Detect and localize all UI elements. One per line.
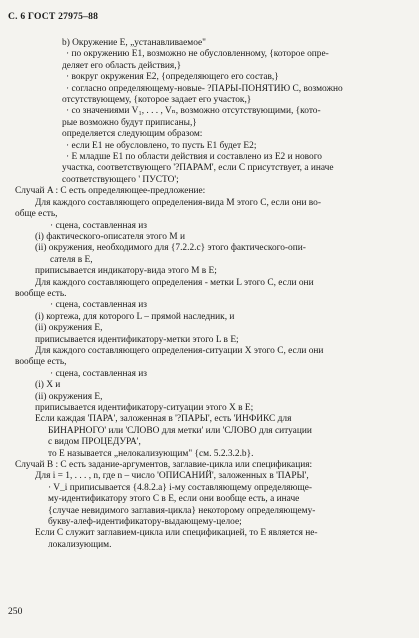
text-line: · вокруг окружения E2, {определяющего его состав,} bbox=[66, 72, 279, 83]
document-body bbox=[15, 38, 407, 551]
text-line: локализующим. bbox=[48, 539, 112, 550]
text-line: · со значениями V₁, . . . , Vₙ, возможно отсутствующими, {кото- bbox=[66, 106, 321, 117]
text-line: (ii) окружения E, bbox=[35, 391, 103, 402]
text-line: отсутствующему, {которое задает его участок,} bbox=[62, 95, 252, 106]
text-line: вообще есть, bbox=[15, 357, 67, 368]
text-line: БИНАРНОГО' или 'СЛОВО для метки' или 'СЛОВО для ситуации bbox=[48, 425, 312, 436]
text-line: участка, соответствующего '?ПАРАМ', если C присутствует, а иначе bbox=[62, 163, 334, 174]
text-line: · сцена, составленная из bbox=[50, 300, 148, 311]
text-line: b) Окружение E, „устанавливаемое" bbox=[62, 38, 206, 48]
text-line: определяется следующим образом: bbox=[62, 129, 203, 140]
text-line: (ii) окружения, необходимого для {7.2.2.c} этого фактического-опи- bbox=[35, 243, 306, 254]
text-line: Если каждая 'ПАРА', заложенная в '?ПАРЫ', есть 'ИНФИКС для bbox=[35, 414, 292, 425]
text-line: · по окружению E1, возможно не обусловленному, {которое опре- bbox=[66, 49, 329, 60]
text-line: приписывается идентификатору-метки этого L в E; bbox=[35, 334, 239, 345]
text-line: · E младше E1 по области действия и составлено из E2 и нового bbox=[66, 152, 322, 163]
text-line: Для каждого составляющего определения-вида M этого C, если они во- bbox=[35, 197, 321, 208]
text-line: Для каждого составляющего определения - метки L этого C, если они bbox=[35, 277, 314, 288]
text-line: обще есть, bbox=[15, 209, 58, 220]
text-line: · сцена, составленная из bbox=[50, 368, 148, 379]
text-line: (ii) окружения E, bbox=[35, 323, 103, 334]
text-line: (i) кортежа, для которого L – прямой наследник, и bbox=[35, 311, 235, 322]
text-line: Случай A : C есть определяющее-предложение: bbox=[15, 186, 206, 197]
text-line: · сцена, составленная из bbox=[50, 220, 148, 231]
text-line: му-идентификатору этого C в E, если они вообще есть, а иначе bbox=[48, 494, 300, 505]
page-number: 250 bbox=[8, 606, 23, 617]
text-line: Случай B : C есть задание-аргументов, заглавие-цикла или спецификация: bbox=[15, 460, 313, 471]
text-line: · если E1 не обусловлено, то пусть E1 будет E2; bbox=[66, 140, 257, 151]
text-line: (i) X и bbox=[35, 380, 61, 391]
text-line: деляет его область действия,} bbox=[62, 60, 182, 71]
text-line: рые возможно будут приписаны,} bbox=[62, 117, 197, 128]
text-line: соответствующего ' ПУСТО'; bbox=[62, 174, 179, 185]
text-line: приписывается идентификатору-ситуации этого X в E; bbox=[35, 403, 254, 413]
text-line: Если C служит заглавием-цикла или спецификацией, то E является не- bbox=[35, 528, 318, 539]
text-line: то E называется „нелокализующим" {см. 5.2.3.2.b}. bbox=[48, 448, 254, 459]
text-line: Для каждого составляющего определения-ситуации X этого C, если они bbox=[35, 345, 324, 356]
text-line: Для i = 1, . . . , n, где n – число 'ОПИСАНИЙ', заложенных в 'ПАРЫ', bbox=[35, 471, 309, 482]
text-line: вообще есть. bbox=[15, 288, 67, 299]
text-line: (i) фактического-описателя этого M и bbox=[35, 231, 185, 242]
text-line: букву-алеф-идентификатору-выдающему-целое; bbox=[48, 517, 242, 528]
text-line: {случае невидимого заглавия-цикла} некоторому определяющему- bbox=[48, 505, 316, 516]
text-line: приписывается индикатору-вида этого M в E; bbox=[35, 266, 217, 277]
text-line: с видом ПРОЦЕДУРА', bbox=[48, 437, 141, 448]
text-line: · V_i приписывается {4.8.2.a} i-му составляющему определяюще- bbox=[48, 482, 312, 493]
text-line: · согласно определяющему-новые- ?ПАРЫ-ПОНЯТИЮ C, возможно bbox=[66, 83, 343, 94]
text-line: сателя в E, bbox=[50, 254, 93, 265]
page-header: С. 6 ГОСТ 27975–88 bbox=[8, 11, 99, 22]
